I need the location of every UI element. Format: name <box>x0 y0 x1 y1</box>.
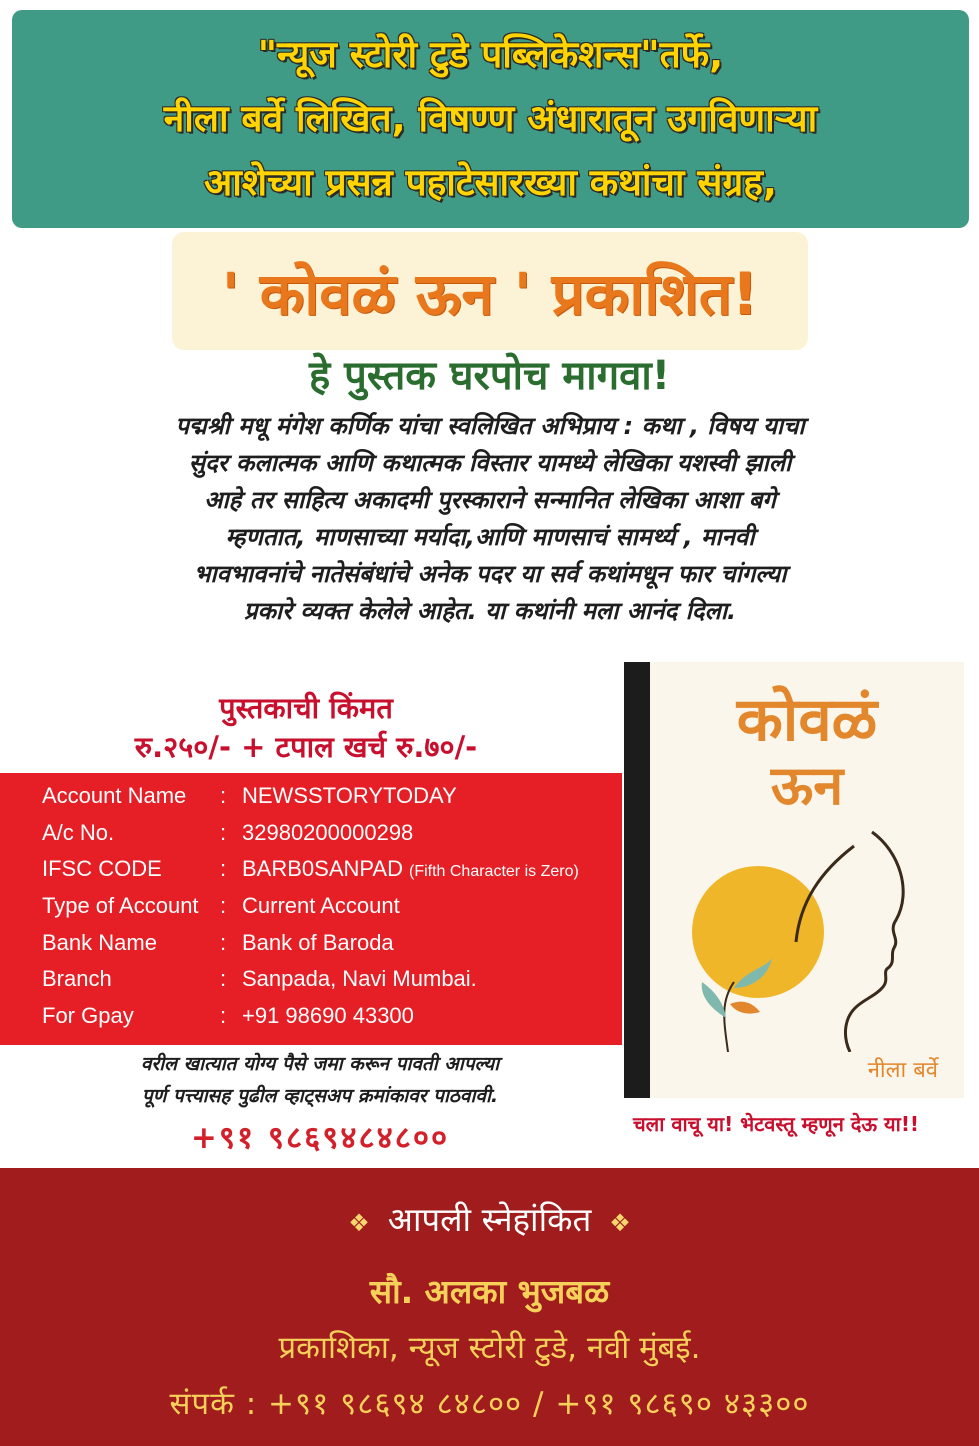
price-value: रु.२५०/- + टपाल खर्च रु.७०/- <box>134 730 478 764</box>
bank-value: Bank of Baroda <box>242 929 394 955</box>
face-profile-outline <box>845 832 903 1052</box>
instruction-line: पूर्ण पत्त्यासह पुढील व्हाट्सअप क्रमांकावर पाठवावी. <box>141 1085 499 1107</box>
order-subtitle: हे पुस्तक घरपोच मागवा! <box>309 353 670 399</box>
review-line: भावभावनांचे नातेसंबंधांचे अनेक पदर या सर्व कथांमधून फार चांगल्या <box>193 560 787 588</box>
bank-row-gpay <box>42 1003 622 1040</box>
bank-row-account-name <box>42 783 622 820</box>
review-line: पद्मश्री मधू मंगेश कर्णिक यांचा स्वलिखित अभिप्राय : कथा , विषय याचा <box>175 412 805 440</box>
footer-contact <box>0 1168 979 1446</box>
bank-row-account-type <box>42 893 622 930</box>
payment-instructions <box>40 1048 600 1112</box>
bank-row-account-number <box>42 820 622 857</box>
ornament-icon: ❖ <box>609 1209 631 1237</box>
face-sun-illustration <box>650 812 964 1052</box>
bank-sep: : <box>220 819 227 845</box>
book-cover-face <box>650 662 964 1098</box>
bank-key: Type of Account <box>42 893 199 919</box>
bank-key: A/c No. <box>42 819 115 845</box>
instruction-line: वरील खात्यात योग्य पैसे जमा करून पावती आपल्या <box>140 1053 500 1075</box>
title-box <box>172 232 808 350</box>
book-cover <box>624 662 964 1098</box>
book-cover-author: नीला बर्वे <box>867 1058 938 1083</box>
publisher-role: प्रकाशिका, न्यूज स्टोरी टुडे, नवी मुंबई. <box>278 1330 701 1366</box>
bank-sep: : <box>220 893 227 919</box>
bank-row-branch <box>42 966 622 1003</box>
review-line: आहे तर साहित्य अकादमी पुरस्काराने सन्मानित लेखिका आशा बगे <box>204 486 776 514</box>
leaf-shape <box>730 1002 760 1014</box>
publisher-name: सौ. अलका भुजबळ <box>369 1272 610 1311</box>
bank-value: NEWSSTORYTODAY <box>242 783 457 808</box>
contact-numbers: संपर्क : +९१ ९८६९४ ८४८०० / +९१ ९८६९० ४३३०० <box>169 1386 810 1422</box>
review-line: प्रकारे व्यक्त केलेले आहेत. या कथांनी मला आनंद दिला. <box>243 597 737 625</box>
bank-value: BARB0SANPAD <box>242 856 403 882</box>
ifsc-note: (Fifth Character is Zero) <box>408 863 579 881</box>
bank-sep: : <box>220 783 227 808</box>
bank-sep: : <box>220 1003 227 1029</box>
bank-value: Current Account <box>242 893 400 919</box>
bank-key: Branch <box>42 966 112 992</box>
banner-line-3: आशेच्या प्रसन्न पहाटेसारख्या कथांचा संग्रह, <box>204 161 777 204</box>
bank-sep: : <box>220 856 227 882</box>
bank-row-ifsc <box>42 856 622 893</box>
bank-row-bank-name <box>42 930 622 967</box>
book-cover-title-line-2: ऊन <box>770 754 844 817</box>
bank-key: Account Name <box>42 783 187 808</box>
bank-key: IFSC CODE <box>42 856 162 882</box>
ornament-icon: ❖ <box>348 1209 370 1237</box>
bank-value: 32980200000298 <box>242 819 414 845</box>
footer-greeting <box>0 1196 979 1241</box>
bank-value: +91 98690 43300 <box>242 1003 414 1029</box>
whatsapp-number: +९१ ९८६९४८४८०० <box>190 1120 450 1156</box>
bank-details <box>0 773 622 1045</box>
review-line: सुंदर कलात्मक आणि कथात्मक विस्तार यामध्ये लेखिका यशस्वी झाली <box>188 449 792 477</box>
gift-call-to-action: चला वाचू या! भेटवस्तू म्हणून देऊ या!! <box>632 1112 920 1136</box>
book-launch-title: ' कोवळं ऊन ' प्रकाशित! <box>221 259 759 328</box>
bank-sep: : <box>220 929 227 955</box>
bank-key: Bank Name <box>42 929 157 955</box>
bank-sep: : <box>220 966 227 992</box>
bank-key: For Gpay <box>42 1003 134 1029</box>
banner-line-2: नीला बर्वे लिखित, विषण्ण अंधारातून उगविणाऱ्या <box>163 97 818 140</box>
review-line: म्हणतात, माणसाच्या मर्यादा,आणि माणसाचं सामर्थ्य , मानवी <box>225 523 755 551</box>
book-cover-title-line-1: कोवळं <box>736 685 878 755</box>
bank-value: Sanpada, Navi Mumbai. <box>242 966 477 992</box>
review-paragraph <box>40 408 940 630</box>
header-banner <box>12 10 969 228</box>
banner-line-1: "न्यूज स्टोरी टुडे पब्लिकेशन्स"तर्फे, <box>257 33 724 76</box>
greeting-text: आपली स्नेहांकित <box>387 1200 592 1239</box>
price-label: पुस्तकाची किंमत <box>219 691 393 725</box>
